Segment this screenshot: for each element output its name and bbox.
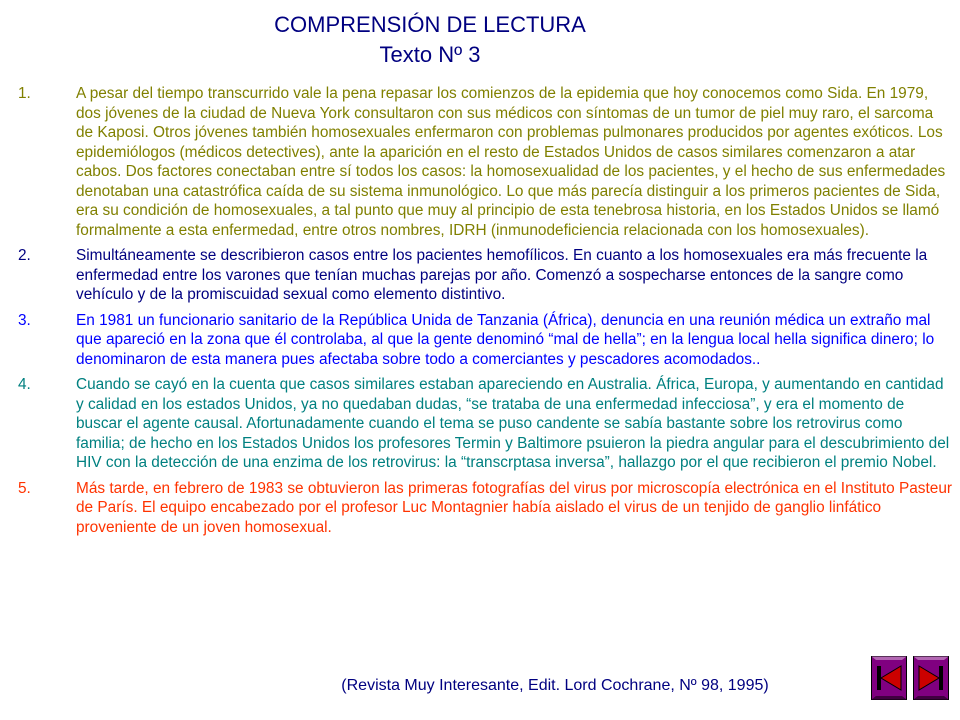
paragraph-1	[18, 84, 953, 240]
paragraph-3	[18, 311, 953, 370]
paragraph-text: Más tarde, en febrero de 1983 se obtuvieron las primeras fotografías del virus por microscopía electrónica en el Instituto Pasteur de París. El equipo encabezado por el profesor Luc Montagnier había aislado el virus de un tenjido de ganglio linfático proveniente de un joven homosexual.	[76, 479, 953, 536]
paragraph-number: 4.	[18, 376, 31, 393]
paragraph-number: 1.	[18, 85, 31, 102]
first-slide-button[interactable]	[871, 656, 907, 700]
paragraph-text: A pesar del tiempo transcurrido vale la pena repasar los comienzos de la epidemia que hoy conocemos como Sida. En 1979, dos jóvenes de la ciudad de Nueva York consultaron con sus médicos con síntomas de un tumor de piel muy raro, el sarcoma de Kaposi. Otros jóvenes también homosexuales enfermaron con problemas pulmonares producidos por agentes exóticos. Los epidemiólogos (médicos detectives), ante la aparición en el resto de Estados Unidos de casos similares comenzaron a atar cabos. Dos factores conectaban entre sí todos los casos: la homosexualidad de los pacientes, y el hecho de sus enfermedades denotaban una catastrófica caída de su sistema inmunológico. Lo que más parecía distinguir a los primeros pacientes de Sida, era su condición de homosexuales, a tal punto que muy al principio de esta tenebrosa historia, en los Estados Unidos se llamó formalmente a esta enfermedad, entre otros nombres, IDRH (inmunodeficiencia relacionada con los homosexuales).	[76, 85, 946, 239]
paragraph-list	[18, 84, 953, 543]
source-citation: (Revista Muy Interesante, Edit. Lord Cochrane, Nº 98, 1995)	[341, 677, 769, 694]
title-line-2: Texto Nº 3	[379, 42, 481, 67]
paragraph-4	[18, 375, 953, 473]
paragraph-number: 2.	[18, 247, 31, 264]
title-line-1: COMPRENSIÓN DE LECTURA	[274, 12, 586, 37]
paragraph-number: 5.	[18, 479, 31, 497]
last-slide-button[interactable]	[913, 656, 949, 700]
paragraph-5	[18, 479, 953, 538]
paragraph-text: Cuando se cayó en la cuenta que casos similares estaban apareciendo en Australia. África, Europa, y aumentando en cantidad y calidad en los estados Unidos, ya no quedaban dudas, “se trataba de una enfermedad infecciosa”, y era el momento de buscar el agente causal. Afortunadamente cuando el tema se puso candente se sabía bastante sobre los retrovirus como familia; de hecho en los Estados Unidos los profesores Termin y Baltimore psuieron la piedra angular para el descubrimiento del HIV con la detección de una enzima de los retrovirus: la “transcrptasa inversa”, hallazgo por el que recibieron el premio Nobel.	[76, 376, 950, 471]
skip-to-end-icon	[913, 656, 949, 700]
skip-to-start-icon	[871, 656, 907, 700]
paragraph-number: 3.	[18, 311, 31, 329]
paragraph-text: En 1981 un funcionario sanitario de la República Unida de Tanzania (África), denuncia en una reunión médica un extraño mal que apareció en la zona que él controlaba, al que la gente denominó “mal de hella”; en la lengua local hella significa dinero; lo denominaron de esta manera pues afectaba sobre todo a comerciantes y pescadores acomodados..	[76, 311, 935, 368]
page-title	[0, 10, 860, 70]
paragraph-2	[18, 246, 953, 305]
paragraph-text: Simultáneamente se describieron casos entre los pacientes hemofílicos. En cuanto a los homosexuales era más frecuente la enfermedad entre los varones que tenían muchas parejas por año. Comenzó a sospecharse entonces de la sangre como vehículo y de la promiscuidad sexual como elemento distintivo.	[76, 247, 928, 303]
